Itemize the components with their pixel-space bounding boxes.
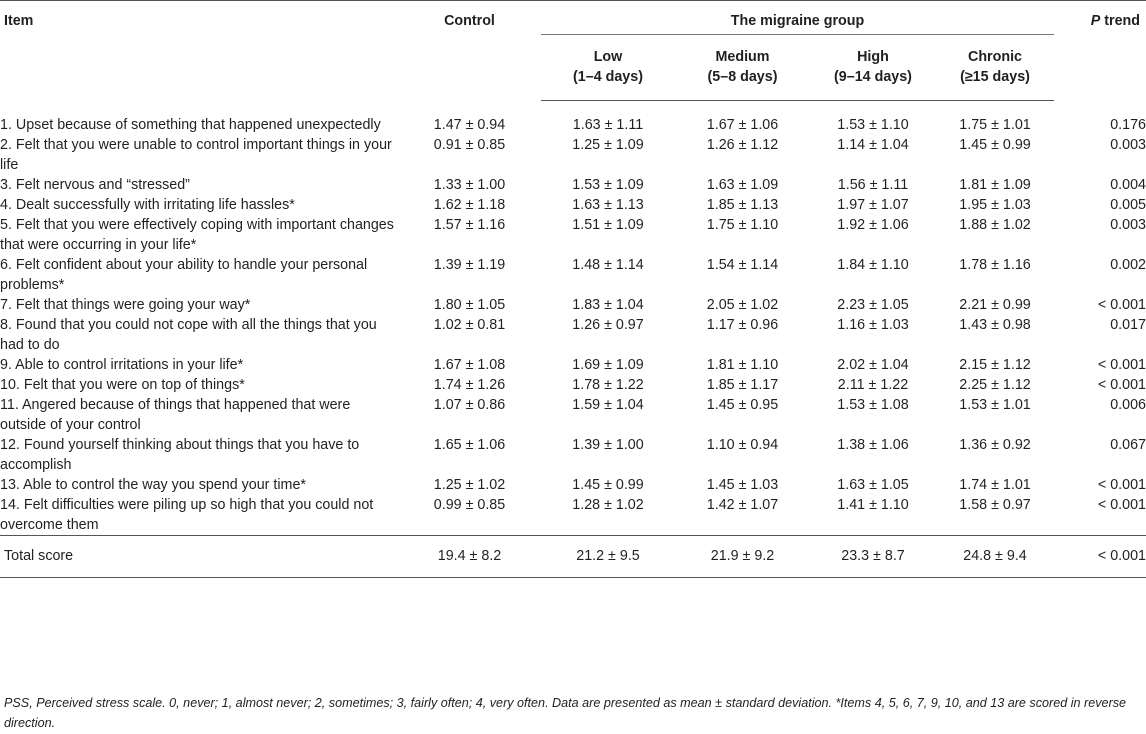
high-value: 1.84 ± 1.10 (837, 257, 909, 273)
chronic-value: 1.36 ± 0.92 (959, 437, 1031, 453)
item-text: 8. Found that you could not cope with all the things that you had to do (0, 317, 377, 353)
migraine-group-header: The migraine group (541, 1, 1054, 35)
p-value: 0.002 (1110, 257, 1146, 273)
high-value: 2.02 ± 1.04 (837, 357, 909, 373)
chronic-value: 2.25 ± 1.12 (959, 377, 1031, 393)
subgroup-header-chronic (936, 35, 1054, 101)
control-value: 1.07 ± 0.86 (433, 397, 506, 413)
high-value: 1.53 ± 1.08 (837, 397, 909, 413)
chronic-value: 2.21 ± 0.99 (959, 297, 1031, 313)
chronic-value: 1.75 ± 1.01 (959, 117, 1031, 133)
medium-value: 1.75 ± 1.10 (706, 217, 779, 233)
chronic-value: 1.88 ± 1.02 (959, 217, 1031, 233)
p-value: < 0.001 (1097, 297, 1146, 313)
subgroup-name: Low (593, 49, 623, 65)
low-value: 1.78 ± 1.22 (572, 377, 644, 393)
table-row (0, 215, 1146, 255)
low-value: 1.39 ± 1.00 (572, 437, 644, 453)
low-value: 1.83 ± 1.04 (572, 297, 644, 313)
total-chronic: 24.8 ± 9.4 (936, 536, 1054, 578)
p-value: 0.067 (1110, 437, 1146, 453)
control-value: 0.91 ± 0.85 (433, 137, 506, 153)
total-low: 21.2 ± 9.5 (541, 536, 675, 578)
chronic-value: 1.74 ± 1.01 (959, 477, 1031, 493)
p-trend-rest: trend (1100, 13, 1141, 29)
subgroup-header-low (541, 35, 675, 101)
subgroup-name: Chronic (968, 49, 1023, 65)
low-value: 1.63 ± 1.11 (572, 117, 644, 133)
subgroup-range: (9–14 days) (834, 69, 912, 85)
low-value: 1.59 ± 1.04 (572, 397, 644, 413)
high-value: 1.41 ± 1.10 (837, 497, 909, 513)
item-text: 7. Felt that things were going your way* (0, 297, 251, 313)
table-row (0, 295, 1146, 315)
high-value: 1.16 ± 1.03 (837, 317, 909, 333)
medium-value: 1.45 ± 1.03 (706, 477, 779, 493)
table-row (0, 475, 1146, 495)
control-value: 1.33 ± 1.00 (433, 177, 506, 193)
total-p-value: < 0.001 (1054, 536, 1146, 578)
item-text: 6. Felt confident about your ability to handle your personal problems* (0, 257, 368, 293)
item-text: 13. Able to control the way you spend your time* (0, 477, 306, 493)
control-value: 1.57 ± 1.16 (433, 217, 506, 233)
chronic-value: 1.95 ± 1.03 (959, 197, 1031, 213)
p-value: < 0.001 (1097, 357, 1146, 373)
p-value: 0.176 (1110, 116, 1146, 133)
p-value: 0.003 (1110, 137, 1146, 153)
medium-value: 2.05 ± 1.02 (706, 297, 779, 313)
item-header: Item (0, 1, 398, 101)
low-value: 1.51 ± 1.09 (572, 217, 644, 233)
control-value: 1.65 ± 1.06 (433, 437, 506, 453)
medium-value: 1.85 ± 1.13 (706, 197, 779, 213)
p-value: < 0.001 (1097, 497, 1146, 513)
control-header: Control (398, 1, 541, 101)
total-control: 19.4 ± 8.2 (398, 536, 541, 578)
total-high: 23.3 ± 8.7 (810, 536, 936, 578)
medium-value: 1.54 ± 1.14 (706, 257, 779, 273)
subgroup-range: (1–4 days) (573, 69, 643, 85)
control-value: 1.47 ± 0.94 (433, 116, 506, 133)
table-row (0, 315, 1146, 355)
low-value: 1.48 ± 1.14 (572, 257, 644, 273)
total-medium: 21.9 ± 9.2 (675, 536, 810, 578)
medium-value: 1.63 ± 1.09 (706, 177, 779, 193)
p-trend-header (1054, 1, 1146, 101)
chronic-value: 1.45 ± 0.99 (959, 137, 1031, 153)
item-text: 12. Found yourself thinking about things that you have to accomplish (0, 437, 360, 473)
table-row (0, 495, 1146, 536)
p-trend-italic: P (1090, 13, 1101, 29)
high-value: 2.23 ± 1.05 (837, 297, 909, 313)
table-footnote: PSS, Perceived stress scale. 0, never; 1, almost never; 2, sometimes; 3, fairly often; 4, very often. Data are presented as mean ± standard deviation. *Items 4, 5, 6, 7, 9, 10, and 13 are scored in reverse direction. (4, 696, 1127, 730)
control-value: 1.02 ± 0.81 (433, 317, 506, 333)
medium-value: 1.10 ± 0.94 (706, 437, 779, 453)
low-value: 1.69 ± 1.09 (572, 357, 644, 373)
high-value: 2.11 ± 1.22 (837, 377, 909, 393)
low-value: 1.53 ± 1.09 (572, 177, 644, 193)
medium-value: 1.81 ± 1.10 (706, 357, 779, 373)
item-text: 10. Felt that you were on top of things* (0, 377, 245, 393)
item-text: 9. Able to control irritations in your life* (0, 357, 244, 373)
table-row (0, 355, 1146, 375)
table-row (0, 395, 1146, 435)
item-text: 4. Dealt successfully with irritating life hassles* (0, 197, 295, 213)
chronic-value: 1.81 ± 1.09 (959, 177, 1031, 193)
low-value: 1.45 ± 0.99 (572, 477, 644, 493)
table-row (0, 101, 1146, 136)
p-value: < 0.001 (1097, 477, 1146, 493)
subgroup-range: (≥15 days) (960, 69, 1030, 85)
p-value: 0.006 (1110, 397, 1146, 413)
subgroup-header-high (810, 35, 936, 101)
total-row (0, 536, 1146, 578)
control-value: 1.74 ± 1.26 (433, 377, 506, 393)
table-row (0, 195, 1146, 215)
high-value: 1.92 ± 1.06 (837, 217, 909, 233)
control-value: 1.80 ± 1.05 (433, 297, 506, 313)
control-value: 1.62 ± 1.18 (433, 197, 506, 213)
chronic-value: 1.58 ± 0.97 (959, 497, 1031, 513)
low-value: 1.28 ± 1.02 (572, 497, 644, 513)
medium-value: 1.45 ± 0.95 (706, 397, 779, 413)
subgroup-name: Medium (715, 49, 770, 65)
chronic-value: 1.43 ± 0.98 (959, 317, 1031, 333)
high-value: 1.97 ± 1.07 (837, 197, 909, 213)
low-value: 1.63 ± 1.13 (572, 197, 644, 213)
high-value: 1.38 ± 1.06 (837, 437, 909, 453)
item-text: 2. Felt that you were unable to control important things in your life (0, 137, 392, 173)
high-value: 1.53 ± 1.10 (837, 117, 909, 133)
header-row-1 (0, 1, 1146, 35)
control-value: 1.25 ± 1.02 (433, 477, 506, 493)
low-value: 1.25 ± 1.09 (572, 137, 644, 153)
p-value: < 0.001 (1097, 377, 1146, 393)
medium-value: 1.67 ± 1.06 (706, 117, 779, 133)
p-value: 0.004 (1110, 177, 1146, 193)
chronic-value: 1.53 ± 1.01 (959, 397, 1031, 413)
item-text: 1. Upset because of something that happened unexpectedly (0, 116, 381, 133)
table-row (0, 255, 1146, 295)
chronic-value: 2.15 ± 1.12 (959, 357, 1031, 373)
table-body (0, 101, 1146, 578)
table-row (0, 135, 1146, 175)
medium-value: 1.26 ± 1.12 (706, 137, 779, 153)
medium-value: 1.17 ± 0.96 (706, 317, 779, 333)
high-value: 1.63 ± 1.05 (837, 477, 909, 493)
chronic-value: 1.78 ± 1.16 (959, 257, 1031, 273)
high-value: 1.14 ± 1.04 (837, 137, 909, 153)
subgroup-name: High (857, 49, 889, 65)
item-text: 14. Felt difficulties were piling up so high that you could not overcome them (0, 497, 374, 533)
total-label: Total score (0, 536, 398, 578)
control-value: 1.67 ± 1.08 (433, 357, 506, 373)
control-value: 0.99 ± 0.85 (433, 497, 506, 513)
table-row (0, 175, 1146, 195)
item-text: 11. Angered because of things that happened that were outside of your control (0, 397, 351, 433)
subgroup-range: (5–8 days) (707, 69, 778, 85)
p-value: 0.003 (1110, 217, 1146, 233)
medium-value: 1.85 ± 1.17 (706, 377, 779, 393)
medium-value: 1.42 ± 1.07 (706, 497, 779, 513)
table-row (0, 375, 1146, 395)
low-value: 1.26 ± 0.97 (572, 317, 644, 333)
high-value: 1.56 ± 1.11 (837, 177, 909, 193)
subgroup-header-medium (675, 35, 810, 101)
p-value: 0.017 (1110, 317, 1146, 333)
table-row (0, 435, 1146, 475)
control-value: 1.39 ± 1.19 (433, 257, 506, 273)
item-text: 5. Felt that you were effectively coping with important changes that were occurring in your life* (0, 217, 394, 253)
item-text: 3. Felt nervous and “stressed” (0, 177, 190, 193)
p-value: 0.005 (1110, 197, 1146, 213)
